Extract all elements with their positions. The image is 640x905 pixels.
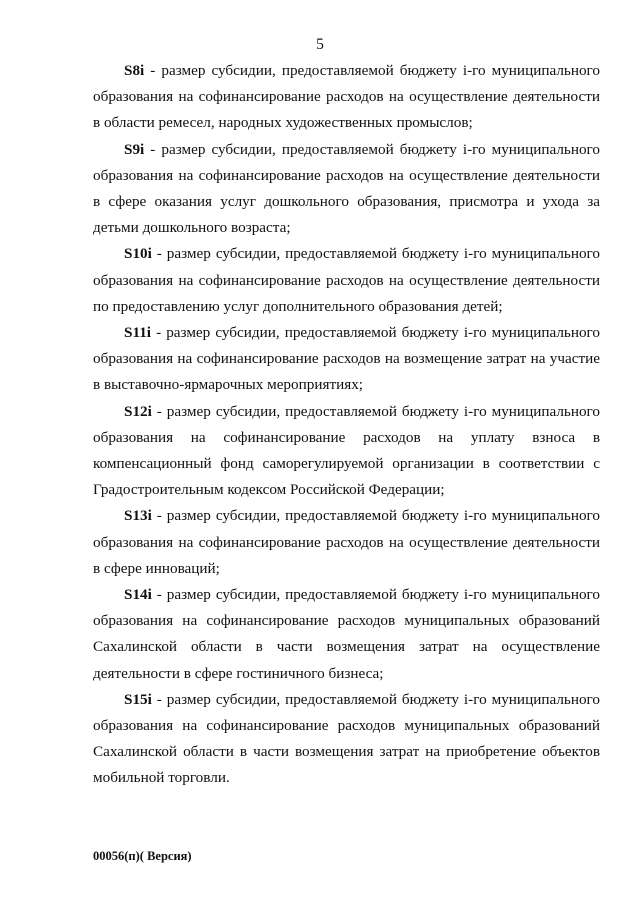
paragraph-text: - размер субсидии, предоставляемой бюджету i-го муниципального образования на софинансирование расходов на осуществление деятельности по предоставлению услуг дополнительного образования детей; [93,245,600,315]
subsidy-code: S9i [124,140,145,158]
subsidy-code: S14i [124,586,152,604]
paragraph-s11 [93,320,600,399]
paragraph-text: - размер субсидии, предоставляемой бюджету i-го муниципального образования на софинансирование расходов на осуществление деятельности в сфере инноваций; [93,507,600,577]
subsidy-code: S11i [124,324,152,342]
subsidy-code: S8i [124,62,145,79]
page-number: 5 [316,36,324,53]
document-body [93,58,600,792]
subsidy-code: S15i [124,690,152,708]
doc-code: 00056(п) [93,849,140,863]
paragraph-s10 [93,241,600,320]
paragraph-s8 [93,58,600,137]
subsidy-code: S12i [124,402,152,420]
subsidy-code: S10i [124,245,152,263]
paragraph-s13 [93,503,600,582]
paragraph-text: - размер субсидии, предоставляемой бюджету i-го муниципального образования на софинансирование расходов на уплату взноса в компенсационный фонд саморегулируемой организации в соответствии с Градостроительным кодексом Российской Федерации; [93,402,600,499]
subsidy-code: S13i [124,507,152,525]
paragraph-text: - размер субсидии, предоставляемой бюджету i-го муниципального образования на софинансирование расходов на осуществление деятельности в сфере оказания услуг дошкольного образования, присмотра и ухода за детьми дошкольного возраста; [93,140,600,237]
paragraph-s15 [93,687,600,792]
paragraph-text: - размер субсидии, предоставляемой бюджету i-го муниципального образования на софинансирование расходов на возмещение затрат на участие в выставочно-ярмарочных мероприятиях; [93,324,600,394]
doc-version: ( Версия) [139,849,192,863]
paragraph-text: - размер субсидии, предоставляемой бюджету i-го муниципального образования на софинансирование расходов на осуществление деятельности в области ремесел, народных художественных промыслов; [93,62,600,132]
paragraph-s9 [93,137,600,242]
paragraph-s14 [93,582,600,687]
paragraph-text: - размер субсидии, предоставляемой бюджету i-го муниципального образования на софинансирование расходов муниципальных образований Сахалинской области в части возмещения затрат на осуществление деятельности в сфере гостиничного бизнеса; [93,586,600,682]
paragraph-text: - размер субсидии, предоставляемой бюджету i-го муниципального образования на софинансирование расходов муниципальных образований Сахалинской области в части возмещения затрат на приобретение объектов мобильной торговли. [93,690,600,787]
document-footer [93,849,192,864]
paragraph-s12 [93,399,600,504]
